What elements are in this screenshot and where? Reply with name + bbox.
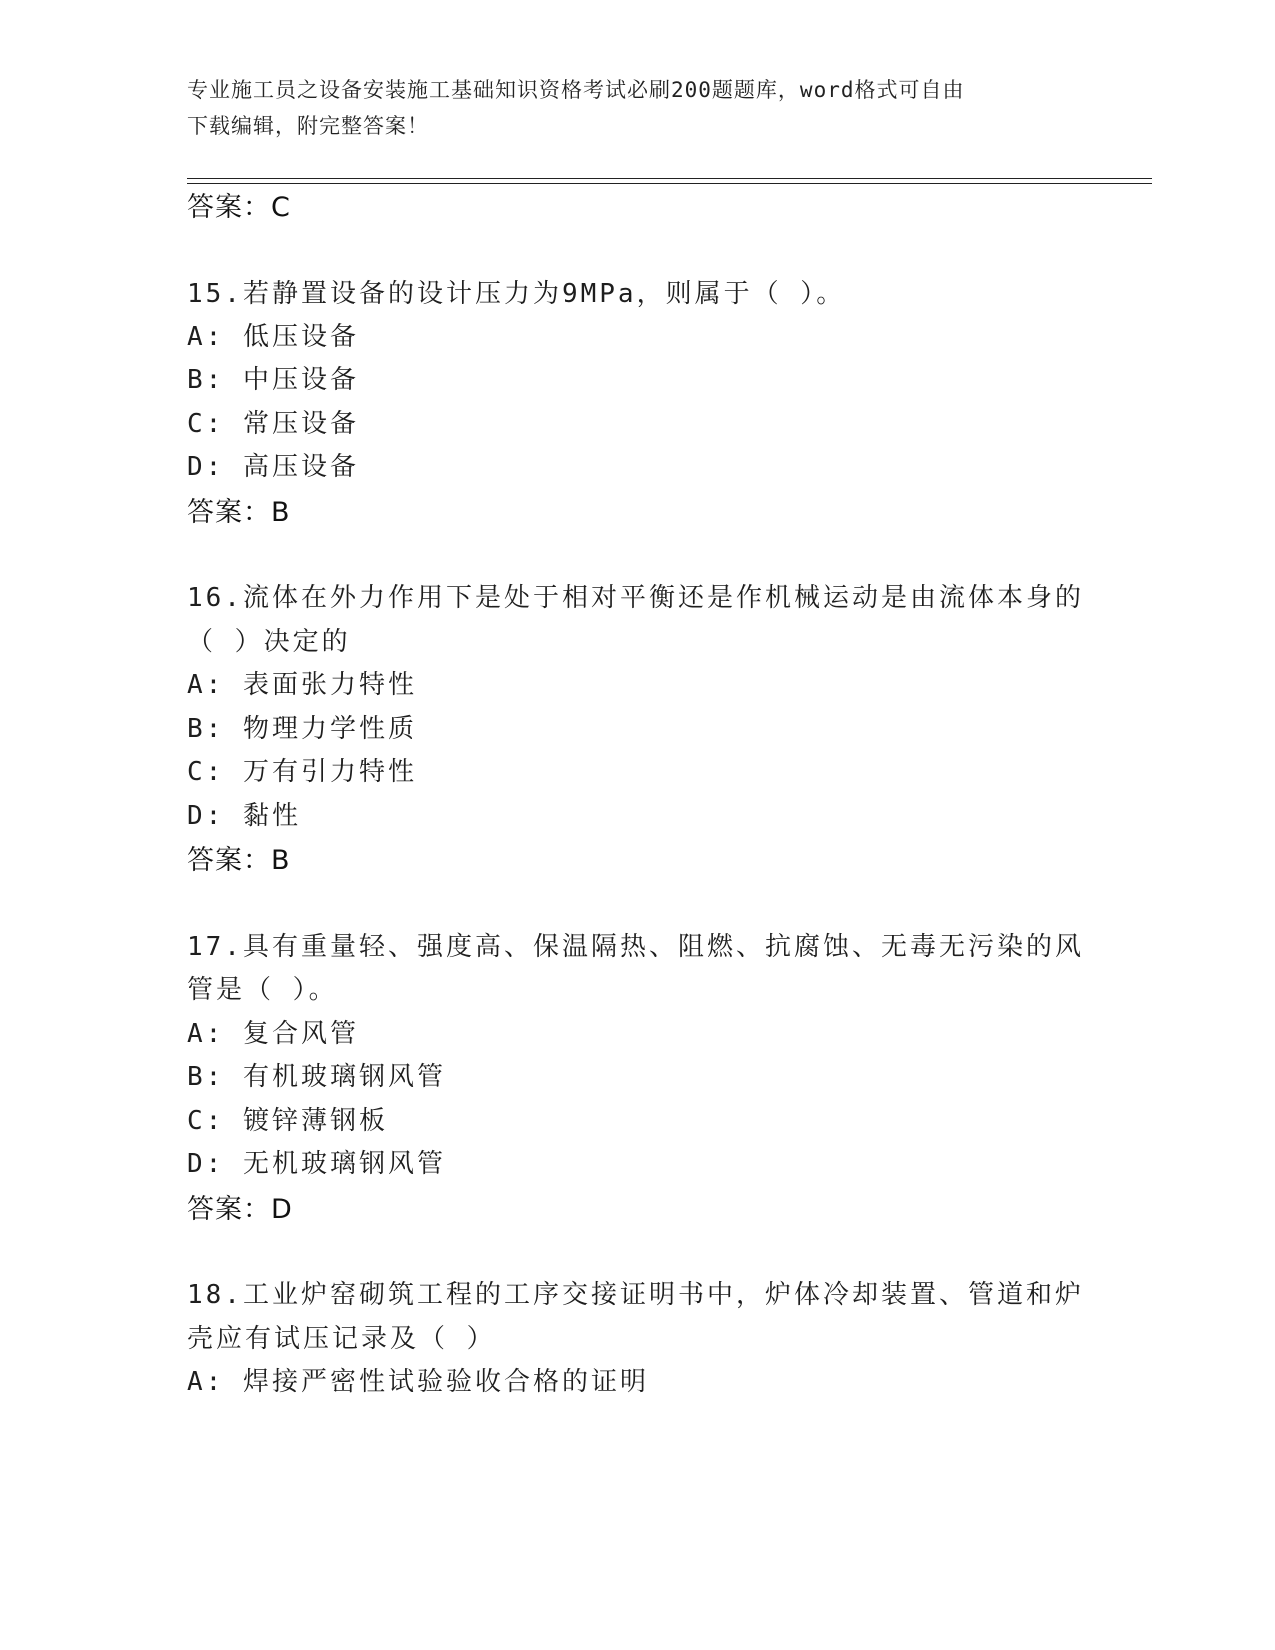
answer-line: 答案：C [187, 192, 291, 223]
header-divider-top [187, 178, 1152, 179]
option-c: C: 常压设备 [187, 409, 359, 439]
option-a: A: 表面张力特性 [187, 670, 417, 700]
question-stem-continued: 管是（ ）。 [187, 975, 338, 1005]
option-a: A: 焊接严密性试验验收合格的证明 [187, 1367, 649, 1397]
option-c: C: 镀锌薄钢板 [187, 1106, 388, 1136]
option-b: B: 中压设备 [187, 365, 359, 395]
option-d: D: 无机玻璃钢风管 [187, 1149, 446, 1179]
question-stem: 18.工业炉窑砌筑工程的工序交接证明书中，炉体冷却装置、管道和炉 [187, 1280, 1084, 1310]
question-stem: 16.流体在外力作用下是处于相对平衡还是作机械运动是由流体本身的 [187, 583, 1084, 613]
question-stem: 17.具有重量轻、强度高、保温隔热、阻燃、抗腐蚀、无毒无污染的风 [187, 932, 1084, 962]
header-title-line-2: 下载编辑，附完整答案！ [187, 114, 429, 138]
header-title-line-1: 专业施工员之设备安装施工基础知识资格考试必刷200题题库，word格式可自由 [187, 78, 965, 102]
option-b: B: 物理力学性质 [187, 714, 417, 744]
option-a: A: 低压设备 [187, 322, 359, 352]
option-b: B: 有机玻璃钢风管 [187, 1062, 446, 1092]
question-stem: 15.若静置设备的设计压力为9MPa，则属于（ ）。 [187, 279, 846, 309]
header-divider-bottom [187, 183, 1152, 184]
question-stem-continued: （ ）决定的 [187, 627, 351, 657]
answer-line: 答案：B [187, 845, 291, 876]
option-a: A: 复合风管 [187, 1019, 359, 1049]
answer-line: 答案：D [187, 1194, 293, 1225]
question-stem-continued: 壳应有试压记录及（ ） [187, 1324, 496, 1354]
option-c: C: 万有引力特性 [187, 757, 417, 787]
option-d: D: 高压设备 [187, 452, 359, 482]
answer-line: 答案：B [187, 497, 291, 528]
option-d: D: 黏性 [187, 801, 301, 831]
document-header [187, 72, 1067, 144]
